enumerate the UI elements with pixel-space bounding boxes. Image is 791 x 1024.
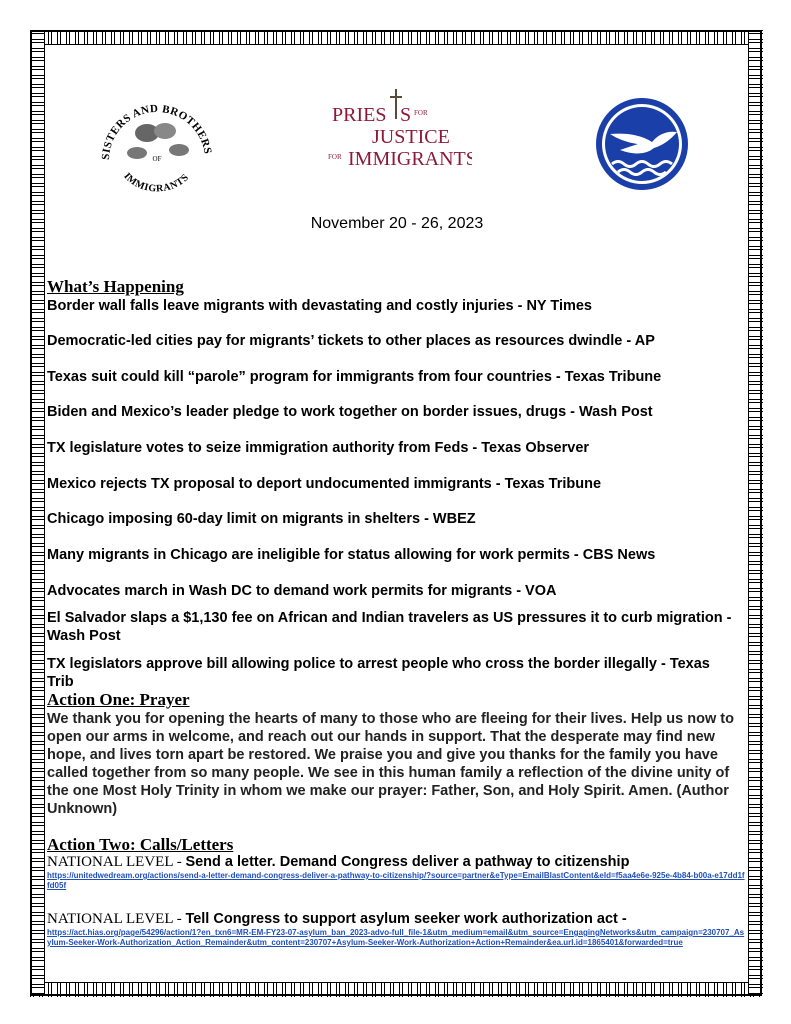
entry-1-link[interactable]: https://unitedwedream.org/actions/send-a-letter-demand-congress-deliver-a-pathway-to-citizenship/?source=partner&eType=EmailBlastContent&eId=f5aa4e6e-925e-4b84-b00a-e17dd1ffd05f [47,871,745,890]
news-item-2[interactable]: Democratic-led cities pay for migrants’ tickets to other places as resources dwindle - AP [47,333,655,349]
svg-text:FOR: FOR [414,109,428,117]
sisters-brothers-logo [97,98,217,198]
news-item-8[interactable]: Many migrants in Chicago are ineligible for status allowing for work permits - CBS News [47,547,656,563]
logos-row [47,46,747,232]
action-one-heading: Action One: Prayer [47,690,190,709]
news-item-7[interactable]: Chicago imposing 60-day limit on migrants in shelters - WBEZ [47,511,476,527]
news-item-6[interactable]: Mexico rejects TX proposal to deport undocumented immigrants - Texas Tribune [47,476,602,492]
prayer-text: We thank you for opening the hearts of many to those who are fleeing for their lives. Help us now to open our arms in welcome, and reach out our hands in support. That the desperate may find new hope, and lives torn apart be restored. We praise you and give you thanks for the family you have called together from so many people. We see in this human family a reflection of the divine unity of the one Most Holy Trinity in whom we make our prayer: Father, Son, and Holy Spirit. Amen. (Author Unknown) [47,711,734,817]
svg-text:IMMIGRANTS: IMMIGRANTS [121,170,192,195]
svg-text:OF: OF [152,155,162,163]
news-item-10[interactable]: El Salvador slaps a $1,130 fee on African and Indian travelers as US pressures it to curb migration - Wash Post [47,610,732,644]
svg-text:FOR: FOR [328,153,342,161]
svg-text:IMMIGRANTS: IMMIGRANTS [348,148,472,170]
entry-2-title-line [47,910,747,928]
entry-2-level: NATIONAL LEVEL - [47,911,186,927]
entry-1-title-line [47,853,747,871]
svg-text:SISTERS AND BROTHERS: SISTERS AND BROTHERS [99,102,214,161]
action-two-entry-2 [47,910,747,948]
whats-happening-heading: What’s Happening [47,277,184,296]
news-item-5[interactable]: TX legislature votes to seize immigration authority from Feds - Texas Observer [47,440,590,456]
news-item-4[interactable]: Biden and Mexico’s leader pledge to work together on border issues, drugs - Wash Post [47,404,653,420]
whats-happening-section [47,277,747,296]
entry-2-link[interactable]: https://act.hias.org/page/54296/action/1?en_txn6=MR-EM-FY23-07-asylum_ban_2023-advo-full_file-1&utm_medium=email&utm_source=EngagingNetworks&utm_campaign=230707_Asylum-Seeker-Work-Authorization_Action_Remainder&utm_content=230707+Asylum-Seeker-Work-Authorization+Action+Remainder&ea.url.id=1865401&forwarded=true [47,928,745,947]
svg-text:JUSTICE: JUSTICE [372,126,450,148]
news-item-9[interactable]: Advocates march in Wash DC to demand work permits for migrants - VOA [47,583,557,599]
entry-1-title: Send a letter. Demand Congress deliver a pathway to citizenship [185,854,630,870]
svg-text:PRIES: PRIES [332,104,387,126]
priests-for-justice-logo [312,89,472,181]
action-two-heading: Action Two: Calls/Letters [47,835,234,854]
svg-text:S: S [400,104,412,126]
news-item-11[interactable]: TX legislators approve bill allowing police to arrest people who cross the border illegally - Texas Trib [47,656,710,690]
news-item-1[interactable]: Border wall falls leave migrants with devastating and costly injuries - NY Times [47,298,592,314]
entry-2-title: Tell Congress to support asylum seeker work authorization act - [185,911,627,927]
date-range: November 20 - 26, 2023 [310,215,484,232]
action-two-entry-1 [47,853,747,891]
dove-circle-logo [582,94,702,194]
document-content [47,46,747,232]
entry-1-level: NATIONAL LEVEL - [47,854,186,870]
news-item-3[interactable]: Texas suit could kill “parole” program for immigrants from four countries - Texas Tribune [47,369,662,385]
